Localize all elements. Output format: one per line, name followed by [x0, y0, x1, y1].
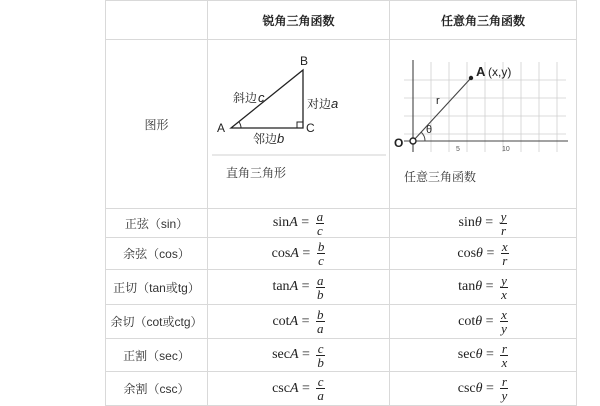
numerator: x	[501, 307, 507, 322]
function-name: tan	[272, 279, 290, 295]
function-name: csc	[272, 380, 290, 396]
function-name: sin	[272, 215, 290, 231]
numerator: x	[501, 239, 508, 254]
acute-formula-cell	[208, 238, 390, 270]
denominator: b	[317, 354, 324, 370]
equals-sign: =	[298, 279, 314, 295]
theta-label: θ	[426, 124, 433, 136]
formula	[272, 307, 324, 336]
function-argument: θ	[475, 347, 483, 363]
function-name: sec	[457, 347, 476, 363]
denominator: x	[501, 354, 508, 370]
function-argument: A	[289, 313, 299, 329]
vertex-a-label: A	[217, 121, 226, 135]
equals-sign: =	[481, 215, 497, 231]
denominator: r	[502, 253, 508, 268]
formula	[457, 340, 508, 370]
denominator: c	[317, 222, 323, 238]
vertex-b-label: B	[300, 54, 309, 68]
denominator: y	[501, 388, 508, 403]
equals-sign: =	[298, 313, 314, 329]
equals-sign: =	[482, 313, 498, 329]
row-label: 正弦（sin）	[106, 209, 208, 238]
vertex-c-label: C	[306, 121, 315, 135]
fraction	[317, 240, 326, 267]
point-coords-label: (x,y)	[488, 65, 512, 79]
trig-row	[106, 238, 577, 270]
equals-sign: =	[298, 245, 314, 261]
formula	[271, 239, 326, 268]
trig-row	[106, 305, 577, 339]
x-tick-5: 5	[456, 146, 460, 153]
function-name: sec	[272, 347, 290, 363]
opposite-var: a	[331, 96, 339, 111]
function-name: cos	[457, 245, 477, 261]
arbitrary-formula-cell	[390, 305, 577, 339]
equals-sign: =	[482, 245, 498, 261]
arbitrary-formula-cell	[390, 339, 577, 372]
trig-row	[106, 270, 577, 305]
figure-row-label: 图形	[106, 40, 208, 209]
denominator: c	[318, 253, 324, 268]
numerator: b	[317, 239, 325, 254]
equals-sign: =	[482, 380, 498, 396]
function-argument: A	[289, 380, 299, 396]
function-name: tan	[458, 279, 476, 295]
function-argument: θ	[476, 245, 483, 261]
fraction	[316, 342, 325, 369]
function-argument: θ	[475, 380, 483, 396]
point-a-label: A	[476, 64, 486, 79]
formula	[458, 272, 508, 302]
radius-label: r	[436, 95, 440, 107]
opposite-label: 对边	[307, 97, 332, 111]
x-tick-10: 10	[502, 146, 510, 153]
formula	[457, 374, 508, 403]
equals-sign: =	[297, 215, 313, 231]
row-label: 余切（cot或ctg）	[106, 305, 208, 339]
equals-sign: =	[298, 380, 314, 396]
right-triangle-figure	[208, 40, 390, 209]
function-name: csc	[457, 380, 476, 396]
denominator: a	[317, 388, 324, 403]
fraction	[316, 308, 325, 335]
function-argument: θ	[475, 279, 483, 295]
equals-sign: =	[482, 347, 498, 363]
numerator: c	[317, 374, 324, 389]
trig-function-table	[105, 0, 577, 406]
trig-row	[106, 372, 577, 406]
formula	[272, 272, 324, 302]
acute-formula-cell	[208, 270, 390, 305]
formula	[458, 208, 508, 238]
fraction	[500, 210, 508, 237]
function-argument: A	[289, 215, 298, 231]
row-label: 余弦（cos）	[106, 238, 208, 270]
trig-row	[106, 339, 577, 372]
function-name: cot	[458, 313, 476, 329]
denominator: a	[317, 321, 324, 336]
function-argument: A	[290, 245, 299, 261]
function-name: sin	[458, 215, 475, 231]
function-argument: θ	[474, 215, 482, 231]
numerator: a	[317, 272, 324, 288]
formula	[457, 239, 508, 268]
right-triangle-diagram	[208, 40, 390, 208]
trig-row	[106, 209, 577, 238]
arbitrary-formula-cell	[390, 270, 577, 305]
origin-label: O	[394, 136, 404, 150]
numerator: r	[501, 374, 507, 389]
fraction	[500, 342, 508, 369]
formula	[458, 307, 508, 336]
denominator: x	[501, 286, 507, 302]
fraction	[500, 274, 508, 301]
function-argument: A	[289, 279, 299, 295]
equals-sign: =	[298, 347, 314, 363]
function-name: cos	[271, 245, 291, 261]
function-name: cot	[272, 313, 290, 329]
denominator: r	[501, 222, 507, 238]
hypotenuse-var: c	[258, 90, 265, 105]
fraction	[500, 375, 508, 402]
fraction	[316, 375, 325, 402]
numerator: r	[501, 340, 507, 356]
arbitrary-figure-caption: 任意三角函数	[404, 170, 477, 184]
row-label: 余割（csc）	[106, 372, 208, 406]
denominator: y	[501, 321, 507, 336]
numerator: b	[317, 307, 324, 322]
formula	[272, 208, 324, 238]
fraction	[316, 274, 325, 301]
function-argument: θ	[475, 313, 483, 329]
fraction	[501, 240, 509, 267]
arbitrary-formula-cell	[390, 209, 577, 238]
hypotenuse-label: 斜边	[233, 91, 258, 105]
numerator: a	[316, 208, 324, 224]
acute-formula-cell	[208, 372, 390, 406]
row-label: 正割（sec）	[106, 339, 208, 372]
header-arbitrary-trig: 任意角三角函数	[390, 1, 577, 40]
numerator: c	[317, 340, 324, 356]
equals-sign: =	[482, 279, 498, 295]
arbitrary-formula-cell	[390, 238, 577, 270]
arbitrary-formula-cell	[390, 372, 577, 406]
acute-formula-cell	[208, 209, 390, 238]
acute-formula-cell	[208, 305, 390, 339]
header-corner	[106, 1, 208, 40]
adjacent-label: 邻边	[253, 132, 278, 146]
adjacent-var: b	[277, 131, 285, 146]
function-argument: A	[289, 347, 299, 363]
acute-formula-cell	[208, 339, 390, 372]
header-acute-trig: 锐角三角函数	[208, 1, 390, 40]
numerator: y	[500, 208, 507, 224]
coordinate-figure	[390, 40, 577, 209]
fraction	[316, 210, 325, 237]
row-label: 正切（tan或tg）	[106, 270, 208, 305]
denominator: b	[317, 286, 324, 302]
fraction	[500, 308, 508, 335]
numerator: y	[501, 272, 507, 288]
formula	[272, 340, 325, 370]
formula	[272, 374, 325, 403]
acute-figure-caption: 直角三角形	[226, 166, 287, 180]
